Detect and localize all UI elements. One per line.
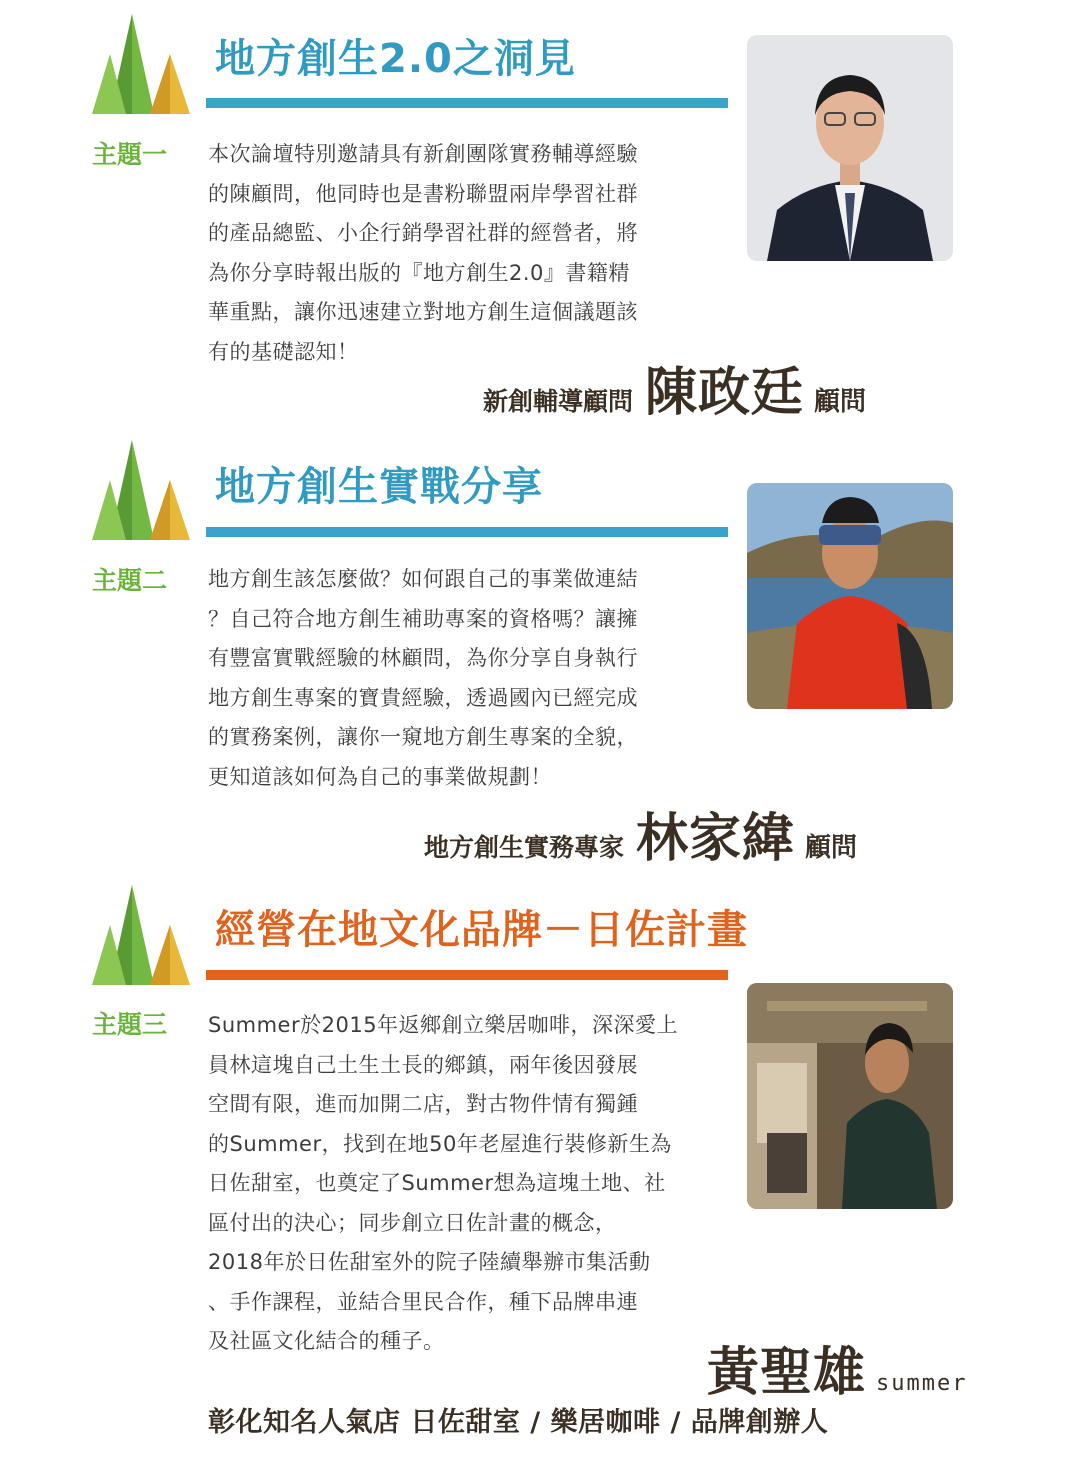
description-line: ？自己符合地方創生補助專案的資格嗎？讓擁: [208, 606, 638, 631]
description-line: 更知道該如何為自己的事業做規劃！: [208, 764, 552, 789]
description-line: 區付出的決心；同步創立日佐計畫的概念，: [208, 1210, 617, 1235]
tree-icon: [92, 440, 192, 550]
description-line: 員林這塊自己土生土長的鄉鎮，兩年後因發展: [208, 1052, 638, 1077]
tree-icon: [92, 885, 192, 995]
title-underline: [206, 970, 728, 980]
speaker-affiliation: 彰化知名人氣店 日佐甜室 / 樂居咖啡 / 品牌創辦人: [208, 1407, 829, 1438]
speaker-title: summer: [876, 1371, 968, 1396]
speaker-photo: [747, 983, 953, 1209]
topic-title: 地方創生實戰分享: [215, 464, 543, 510]
speaker-role: 新創輔導顧問: [483, 387, 634, 416]
speaker-role: 地方創生實務專家: [424, 833, 625, 862]
description-line: 2018年於日佐甜室外的院子陸續舉辦市集活動: [208, 1250, 651, 1274]
description-line: 的產品總監、小企行銷學習社群的經營者，將: [208, 221, 638, 245]
description-line: 有豐富實戰經驗的林顧問，為你分享自身執行: [208, 646, 638, 670]
speaker-name: 林家緯: [636, 809, 796, 869]
speaker-photo: [747, 35, 953, 261]
description-line: 的Summer，找到在地50年老屋進行裝修新生為: [208, 1131, 672, 1156]
description-line: 及社區文化結合的種子。: [208, 1329, 445, 1353]
description-line: 華重點，讓你迅速建立對地方創生這個議題該: [208, 300, 638, 324]
description-line: 為你分享時報出版的『地方創生2.0』書籍精: [208, 260, 630, 285]
topic-label: 主題一: [92, 140, 168, 169]
speaker-name: 黃聖雄: [707, 1343, 867, 1403]
topic-title: 經營在地文化品牌－日佐計畫: [215, 907, 748, 953]
description-line: 有的基礎認知！: [208, 339, 359, 364]
topic-label: 主題二: [92, 566, 168, 595]
title-underline: [206, 527, 728, 537]
speaker-title: 顧問: [814, 387, 867, 417]
topic-description: [208, 560, 718, 797]
description-line: 本次論壇特別邀請具有新創團隊實務輔導經驗: [208, 142, 638, 166]
description-line: Summer於2015年返鄉創立樂居咖啡，深深愛上: [208, 1013, 679, 1037]
speaker-name: 陳政廷: [645, 363, 805, 423]
description-line: 地方創生專案的寶貴經驗，透過國內已經完成: [208, 685, 638, 710]
speaker-title: 顧問: [805, 833, 858, 863]
topic-description: [208, 135, 718, 372]
topic-title: 地方創生2.0之洞見: [215, 36, 576, 82]
speaker-photo: [747, 483, 953, 709]
topic-label: 主題三: [92, 1010, 168, 1039]
description-line: 日佐甜室，也奠定了Summer想為這塊土地、社: [208, 1171, 666, 1195]
title-underline: [206, 98, 728, 108]
description-line: 空間有限，進而加開二店，對古物件情有獨鍾: [208, 1092, 638, 1116]
speaker-credit: [424, 796, 857, 871]
topic-description: [208, 1006, 718, 1362]
speaker-credit: [483, 350, 866, 425]
description-line: 的實務案例，讓你一窺地方創生專案的全貌，: [208, 725, 638, 749]
description-line: 的陳顧問，他同時也是書粉聯盟兩岸學習社群: [208, 181, 638, 206]
description-line: 地方創生該怎麼做？如何跟自己的事業做連結: [208, 567, 638, 591]
tree-icon: [92, 14, 192, 124]
description-line: 、手作課程，並結合里民合作，種下品牌串連: [208, 1289, 638, 1314]
speaker-credit: [707, 1330, 968, 1405]
